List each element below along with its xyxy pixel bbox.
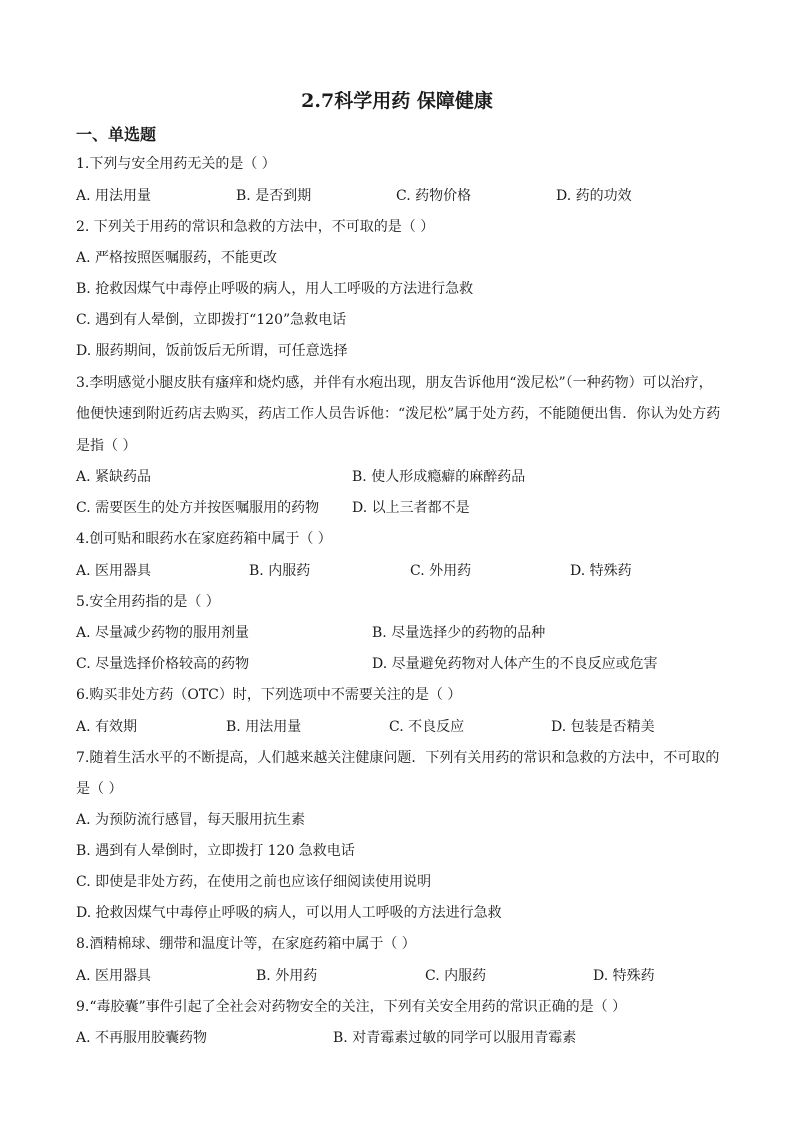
q2-option-d: D. 服药期间，饭前饭后无所谓，可任意选择 — [76, 343, 348, 359]
q3-stem-line: 3.李明感觉小腿皮肤有瘙痒和烧灼感，并伴有水疱出现，朋友告诉他用“泼尼松”（一种药物）可以治疗， — [76, 375, 713, 391]
q9-stem: 9.“毒胶囊”事件引起了全社会对药物安全的关注，下列有关安全用药的常识正确的是（ ） — [76, 999, 627, 1015]
q5-option-d: D. 尽量避免药物对人体产生的不良反应或危害 — [372, 656, 658, 672]
q3-option-c: C. 需要医生的处方并按医嘱服用的药物 — [76, 500, 320, 516]
q9-option-a: A. 不再服用胶囊药物 — [76, 1030, 208, 1046]
q3-option-b: B. 使人形成瘾癖的麻醉药品 — [352, 469, 526, 485]
q3-stem-line: 他便快速到附近药店去购买，药店工作人员告诉他：“泼尼松”属于处方药，不能随便出售．你认为处方药 — [76, 406, 721, 422]
q8-option-a: A. 医用器具 — [76, 968, 152, 984]
q5-stem: 5.安全用药指的是（ ） — [76, 594, 220, 610]
q2-stem: 2. 下列关于用药的常识和急救的方法中，不可取的是（ ） — [76, 219, 435, 235]
q6-option-a: A. 有效期 — [76, 719, 138, 735]
q6-stem: 6.购买非处方药（OTC）时，下列选项中不需要关注的是（ ） — [76, 687, 462, 703]
q5-option-c: C. 尽量选择价格较高的药物 — [76, 656, 250, 672]
q6-option-d: D. 包装是否精美 — [551, 719, 655, 735]
q2-option-b: B. 抢救因煤气中毒停止呼吸的病人，用人工呼吸的方法进行急救 — [76, 281, 474, 297]
q6-option-c: C. 不良反应 — [389, 719, 465, 735]
q9-option-b: B. 对青霉素过敏的同学可以服用青霉素 — [333, 1030, 577, 1046]
q4-option-b: B. 内服药 — [249, 563, 311, 579]
q7-option-c: C. 即使是非处方药，在使用之前也应该仔细阅读使用说明 — [76, 874, 432, 890]
q6-option-b: B. 用法用量 — [226, 719, 302, 735]
q8-option-c: C. 内服药 — [425, 968, 487, 984]
q1-option-c: C. 药物价格 — [396, 188, 472, 204]
q8-stem: 8.酒精棉球、绷带和温度计等，在家庭药箱中属于（ ） — [76, 936, 416, 952]
q2-option-c: C. 遇到有人晕倒，立即拨打“120”急救电话 — [76, 312, 347, 328]
q4-option-d: D. 特殊药 — [570, 563, 632, 579]
page-title: 2.7科学用药 保障健康 — [301, 90, 493, 112]
q1-option-d: D. 药的功效 — [556, 188, 632, 204]
q8-option-b: B. 外用药 — [256, 968, 318, 984]
q2-option-a: A. 严格按照医嘱服药，不能更改 — [76, 250, 278, 266]
q1-stem: 1.下列与安全用药无关的是（ ） — [76, 156, 276, 172]
q5-option-a: A. 尽量减少药物的服用剂量 — [76, 625, 250, 641]
q7-option-d: D. 抢救因煤气中毒停止呼吸的病人，可以用人工呼吸的方法进行急救 — [76, 905, 502, 921]
q7-stem-line: 是（ ） — [76, 781, 123, 797]
q1-option-a: A. 用法用量 — [76, 188, 152, 204]
q7-stem-line: 7.随着生活水平的不断提高，人们越来越关注健康问题．下列有关用药的常识和急救的方法中，不可取的 — [76, 750, 720, 766]
q7-option-a: A. 为预防流行感冒，每天服用抗生素 — [76, 812, 306, 828]
q7-option-b: B. 遇到有人晕倒时，立即拨打 120 急救电话 — [76, 843, 355, 859]
q3-option-a: A. 紧缺药品 — [76, 469, 152, 485]
q3-option-d: D. 以上三者都不是 — [352, 500, 470, 516]
q5-option-b: B. 尽量选择少的药物的品种 — [372, 625, 546, 641]
q3-stem-line: 是指（ ） — [76, 438, 137, 454]
q1-option-b: B. 是否到期 — [236, 188, 312, 204]
q4-stem: 4.创可贴和眼药水在家庭药箱中属于（ ） — [76, 531, 332, 547]
q4-option-c: C. 外用药 — [410, 563, 472, 579]
q8-option-d: D. 特殊药 — [593, 968, 655, 984]
q4-option-a: A. 医用器具 — [76, 563, 152, 579]
section-heading: 一、单选题 — [76, 125, 157, 144]
